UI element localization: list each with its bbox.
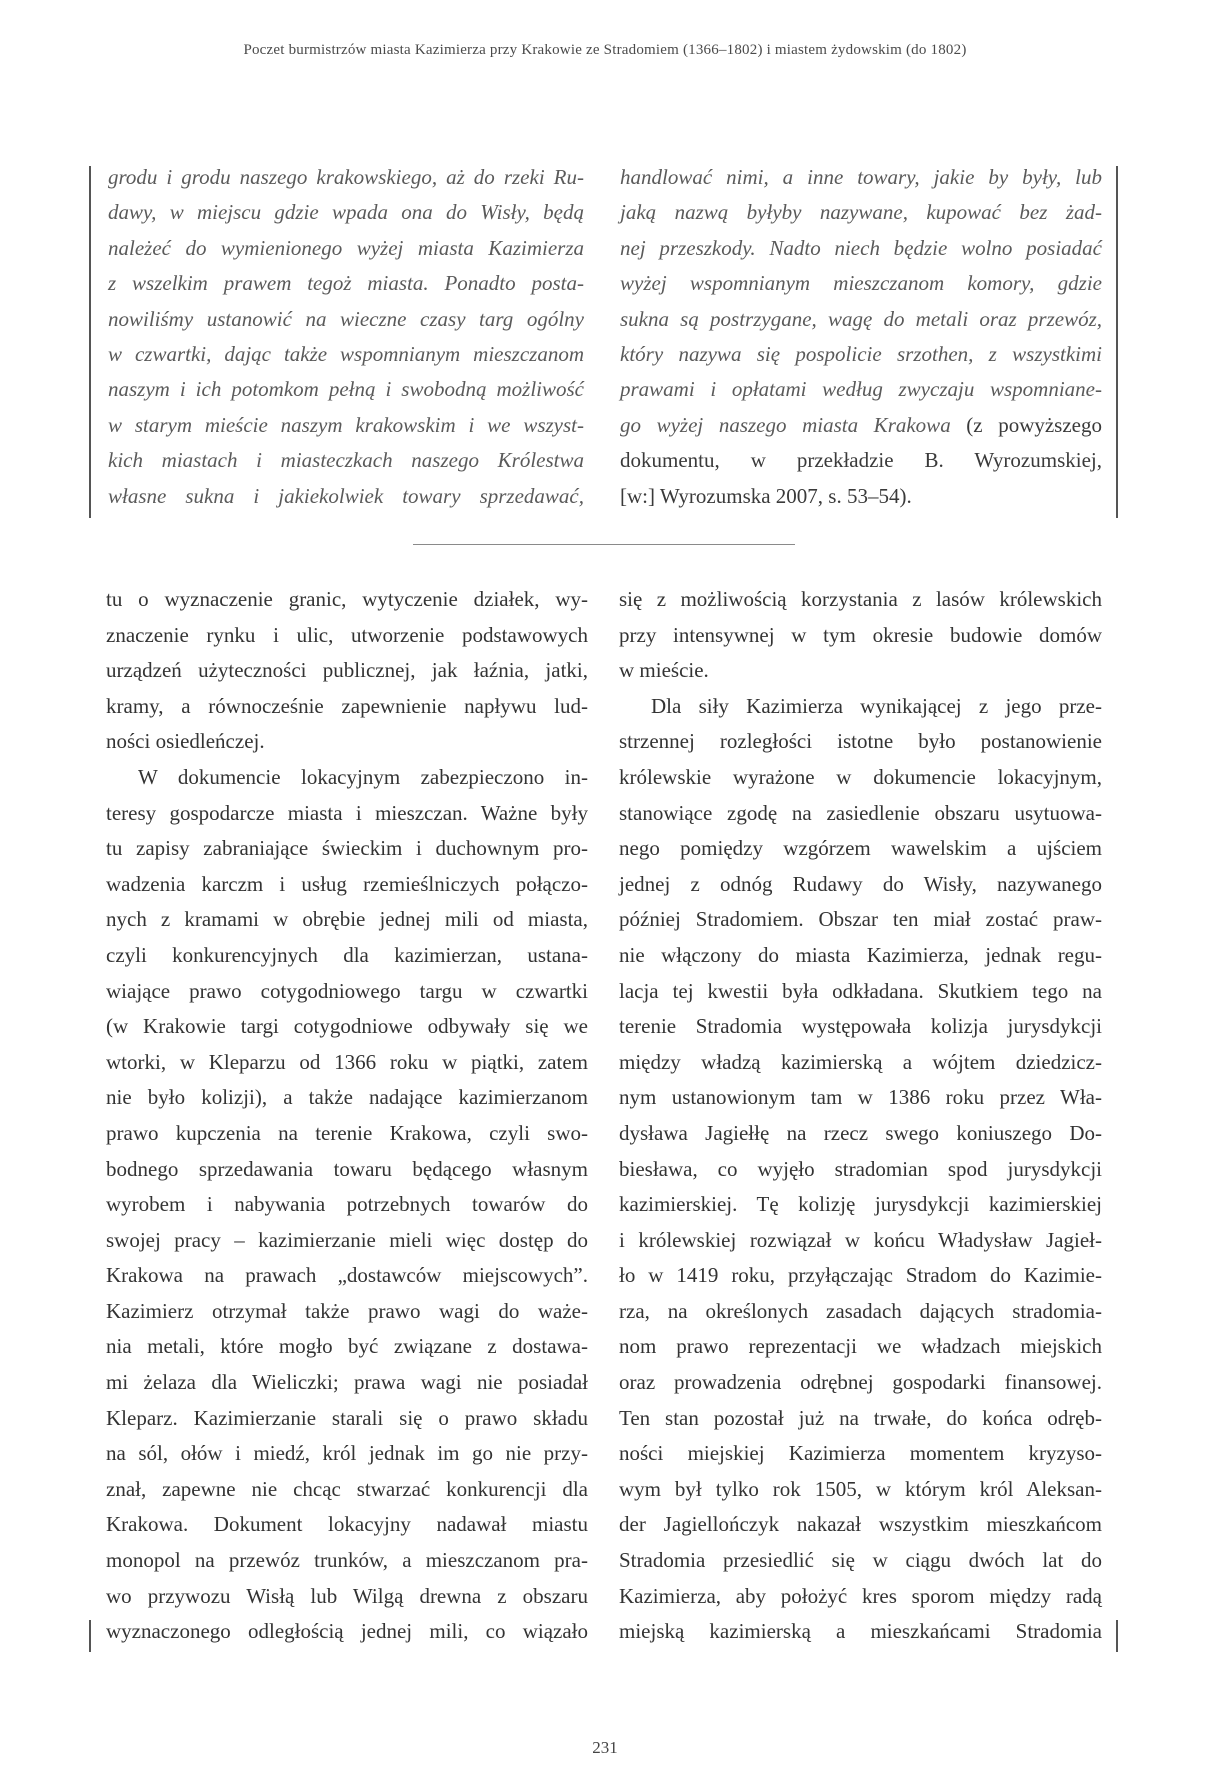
- quote-line: [620, 408, 1102, 443]
- body-line: biesława, co wyjęło stradomian spod jurysdykcji: [619, 1156, 1102, 1181]
- body-line: urządzeń użyteczności publicznej, jak łaźnia, jatki,: [106, 658, 588, 683]
- quote-line: który nazywa się pospolicie srzothen, z wszystkimi: [620, 342, 1102, 367]
- body-line: wyznaczonego odległością jednej mili, co wiązało: [106, 1619, 588, 1644]
- body-line: lacja tej kwestii była odkładana. Skutkiem tego na: [619, 978, 1102, 1003]
- body-left-margin-mark: [89, 1620, 91, 1652]
- quote-line: handlować nimi, a inne towary, jakie by były, lub: [620, 165, 1102, 189]
- body-line: dysława Jagiełłę na rzecz swego koniuszego Do-: [619, 1120, 1102, 1145]
- quote-line: grodu i grodu naszego krakowskiego, aż do rzeki Ru-: [108, 165, 584, 189]
- body-line: bodnego sprzedawania towaru będącego własnym: [106, 1156, 588, 1181]
- quote-line: nowiliśmy ustanowić na wieczne czasy targ ogólny: [108, 306, 584, 331]
- quote-line: nej przeszkody. Nadto niech będzie wolno posiadać: [620, 235, 1102, 260]
- body-line: Ten stan pozostał już na trwałe, do końca odręb-: [619, 1405, 1102, 1430]
- body-line: nym ustanowionym tam w 1386 roku przez Wła-: [619, 1085, 1102, 1110]
- body-line: znaczenie rynku i ulic, utworzenie podstawowych: [106, 622, 588, 647]
- quote-left-border: [89, 166, 91, 518]
- body-line: w mieście.: [619, 658, 709, 683]
- quote-line: prawami i opłatami według zwyczaju wspomniane-: [620, 377, 1102, 402]
- body-line: tu zapisy zabraniające świeckim i duchownym pro-: [106, 836, 588, 861]
- body-line: W dokumencie lokacyjnym zabezpieczono in-: [138, 764, 588, 789]
- body-line: Dla siły Kazimierza wynikającej z jego prze-: [651, 693, 1102, 718]
- body-line: Stradomia przesiedlić się w ciągu dwóch lat do: [619, 1548, 1102, 1573]
- body-line: rza, na określonych zasadach dających stradomia-: [619, 1298, 1102, 1323]
- quote-citation-line: [620, 479, 1102, 514]
- body-line: Kazimierza, aby położyć kres sporom między radą: [619, 1583, 1102, 1608]
- body-line: wtorki, w Kleparzu od 1366 roku w piątki, zatem: [106, 1049, 588, 1074]
- body-line: wym był tylko rok 1505, w którym król Aleksan-: [619, 1476, 1102, 1501]
- quote-citation-text: [w:] Wyrozumska 2007, s. 53–54).: [620, 483, 912, 508]
- body-line: nie włączony do miasta Kazimierza, jednak regu-: [619, 942, 1102, 967]
- body-line: Kleparz. Kazimierzanie starali się o prawo składu: [106, 1405, 588, 1430]
- body-line: terenie Stradomia występowała kolizja jurysdykcji: [619, 1014, 1102, 1039]
- body-line: znał, zapewne nie chcąc stwarzać konkurencji dla: [106, 1476, 588, 1501]
- body-line: monopol na przewóz trunków, a mieszczanom pra-: [106, 1548, 588, 1573]
- quote-citation-line: [620, 443, 1102, 478]
- body-line: królewskie wyrażone w dokumencie lokacyjnym,: [619, 764, 1102, 789]
- body-line: strzennej rozległości istotne było postanowienie: [619, 729, 1102, 754]
- body-line: teresy gospodarcze miasta i mieszczan. Ważne były: [106, 800, 588, 825]
- body-line: wiające prawo cotygodniowego targu w czwartki: [106, 978, 588, 1003]
- body-line: ności miejskiej Kazimierza momentem kryzyso-: [619, 1441, 1102, 1466]
- body-line: się z możliwością korzystania z lasów królewskich: [619, 587, 1102, 611]
- quote-line: jaką nazwą byłyby nazywane, kupować bez żad-: [620, 200, 1102, 225]
- body-line: (w Krakowie targi cotygodniowe odbywały się we: [106, 1014, 588, 1039]
- body-line: jednej z odnóg Rudawy do Wisły, nazywanego: [619, 871, 1102, 896]
- body-line: tu o wyznaczenie granic, wytyczenie działek, wy-: [106, 587, 588, 611]
- quote-left-column: [108, 160, 584, 514]
- body-line: stanowiące zgodę na zasiedlenie obszaru usytuowa-: [619, 800, 1102, 825]
- body-line: kramy, a równocześnie zapewnienie napływu lud-: [106, 693, 588, 718]
- body-line: nom prawo reprezentacji we władzach miejskich: [619, 1334, 1102, 1359]
- body-line: wyrobem i nabywania potrzebnych towarów do: [106, 1192, 588, 1217]
- page-number: 231: [592, 1738, 618, 1757]
- body-line: kazimierskiej. Tę kolizję jurysdykcji kazimierskiej: [619, 1192, 1102, 1217]
- body-line: swojej pracy – kazimierzanie mieli więc dostęp do: [106, 1227, 588, 1252]
- running-header: Poczet burmistrzów miasta Kazimierza przy Krakowie ze Stradomiem (1366–1802) i miastem żydowskim (do 1802): [243, 42, 967, 58]
- body-line: Kazimierz otrzymał także prawo wagi do waże-: [106, 1298, 588, 1323]
- body-line: później Stradomiem. Obszar ten miał zostać praw-: [619, 907, 1102, 932]
- quote-line: własne sukna i jakiekolwiek towary sprzedawać,: [108, 483, 584, 508]
- quote-citation-text: dokumentu, w przekładzie B. Wyrozumskiej,: [620, 448, 1102, 473]
- body-left-column: [106, 582, 588, 1650]
- body-line: nie było kolizji), a także nadające kazimierzanom: [106, 1085, 588, 1110]
- body-line: ło w 1419 roku, przyłączając Stradom do Kazimie-: [619, 1263, 1102, 1288]
- body-line: Krakowa. Dokument lokacyjny nadawał miastu: [106, 1512, 588, 1537]
- quote-line: sukna są postrzygane, wagę do metali oraz przewóz,: [620, 306, 1102, 331]
- body-line: der Jagiellończyk nakazał wszystkim mieszkańcom: [619, 1512, 1102, 1537]
- body-right-column: [619, 582, 1102, 1650]
- body-line: ności osiedleńczej.: [106, 729, 265, 754]
- body-line: na sól, ołów i miedź, król jednak im go nie przy-: [106, 1441, 588, 1466]
- body-right-margin-mark: [1116, 1620, 1118, 1652]
- quote-line: wyżej wspomnianym mieszczanom komory, gdzie: [620, 271, 1102, 296]
- quote-italic-part: go wyżej naszego miasta Krakowa: [620, 412, 951, 437]
- body-line: prawo kupczenia na terenie Krakowa, czyli swo-: [106, 1120, 588, 1145]
- quote-line: należeć do wymienionego wyżej miasta Kazimierza: [108, 235, 584, 260]
- section-divider: [413, 544, 795, 545]
- body-line: i królewskiej rozwiązał w końcu Władysław Jagieł-: [619, 1227, 1102, 1252]
- body-line: między władzą kazimierską a wójtem dziedzicz-: [619, 1049, 1102, 1074]
- body-line: oraz prowadzenia odrębnej gospodarki finansowej.: [619, 1370, 1102, 1395]
- quote-right-column: [620, 160, 1102, 514]
- body-line: miejską kazimierską a mieszkańcami Stradomia: [619, 1619, 1102, 1644]
- quote-line: kich miastach i miasteczkach naszego Królestwa: [108, 448, 584, 473]
- body-line: przy intensywnej w tym okresie budowie domów: [619, 622, 1102, 647]
- body-line: wadzenia karczm i usług rzemieślniczych połączo-: [106, 871, 588, 896]
- body-line: nia metali, które mogło być związane z dostawa-: [106, 1334, 588, 1359]
- quote-right-border: [1116, 166, 1118, 518]
- quote-line: w czwartki, dając także wspomnianym mieszczanom: [108, 342, 584, 367]
- body-line: nego pomiędzy wzgórzem wawelskim a ujściem: [619, 836, 1102, 861]
- quote-citation-part: (z powyższego: [950, 412, 1102, 437]
- body-line: Krakowa na prawach „dostawców miejscowych”.: [106, 1263, 588, 1288]
- quote-line: z wszelkim prawem tegoż miasta. Ponadto posta-: [108, 271, 584, 296]
- quote-line: w starym mieście naszym krakowskim i we wszyst-: [108, 412, 584, 437]
- body-line: czyli konkurencyjnych dla kazimierzan, ustana-: [106, 942, 588, 967]
- quote-line: dawy, w miejscu gdzie wpada ona do Wisły, będą: [108, 200, 584, 225]
- quote-line: naszym i ich potomkom pełną i swobodną możliwość: [108, 377, 584, 402]
- body-line: nych z kramami w obrębie jednej mili od miasta,: [106, 907, 588, 932]
- body-line: wo przywozu Wisłą lub Wilgą drewna z obszaru: [106, 1583, 588, 1608]
- body-line: mi żelaza dla Wieliczki; prawa wagi nie posiadał: [106, 1370, 588, 1395]
